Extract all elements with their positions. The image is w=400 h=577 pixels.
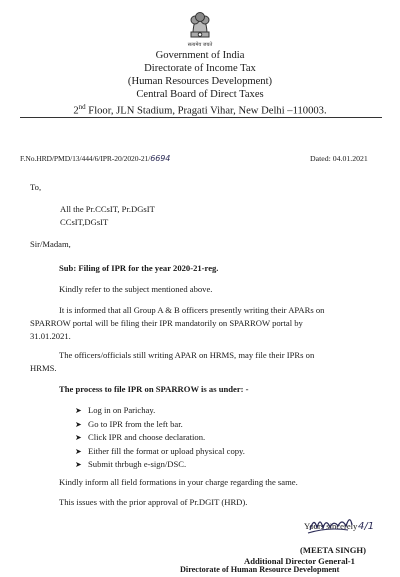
- handwritten-number: 6694: [150, 154, 171, 163]
- process-steps-list: [75, 404, 245, 472]
- addressee-line-2: CCsIT,DGsIT: [60, 217, 109, 227]
- paragraph-2-line-3: 31.01.2021.: [30, 331, 71, 341]
- handwritten-signature: [306, 508, 384, 540]
- arrow-bullet-icon: ➤: [75, 419, 82, 429]
- arrow-bullet-icon: ➤: [75, 460, 82, 470]
- national-emblem-icon: [182, 6, 218, 50]
- list-item: ➤ Log in on Parichay.: [75, 404, 245, 418]
- list-item: ➤ Go to IPR from the left bar.: [75, 418, 245, 432]
- letter-date: Dated: 04.01.2021: [310, 154, 368, 163]
- arrow-bullet-icon: ➤: [75, 433, 82, 443]
- paragraph-1: Kindly refer to the subject mentioned above.: [59, 284, 213, 294]
- list-item: ➤ Submit thrbugh e-sign/DSC.: [75, 458, 245, 472]
- paragraph-2-line-2: SPARROW portal will be filing their IPR mandatorily on SPARROW portal by: [30, 318, 303, 328]
- header-line-1: Government of India: [155, 50, 245, 61]
- paragraph-2-line-1: It is informed that all Group A & B officers presently writing their APARs on: [59, 305, 325, 315]
- svg-text:सत्यमेव जयते: सत्यमेव जयते: [187, 42, 213, 48]
- subject-line: Sub: Filing of IPR for the year 2020-21-reg.: [59, 263, 219, 273]
- addressee-line-1: All the Pr.CCsIT, Pr.DGsIT: [60, 204, 155, 214]
- signatory-designation: Additional Director General-1: [244, 556, 355, 566]
- to-label: To,: [30, 182, 42, 192]
- paragraph-3-line-2: HRMS.: [30, 363, 57, 373]
- file-number: F.No.HRD/PMD/13/444/6/IPR-20/2020-21/6694: [20, 154, 171, 163]
- closing: Yours sincerely: [304, 521, 358, 531]
- header-rule: [20, 117, 382, 118]
- signatory-office: Directorate of Human Resource Development: [180, 565, 340, 574]
- arrow-bullet-icon: ➤: [75, 406, 82, 415]
- svg-text:4/1: 4/1: [358, 521, 375, 532]
- arrow-bullet-icon: ➤: [75, 446, 82, 456]
- salutation: Sir/Madam,: [30, 239, 71, 249]
- list-item: ➤ Click IPR and choose declaration.: [75, 431, 245, 445]
- list-item: ➤ Either fill the format or upload physical copy.: [75, 445, 245, 459]
- paragraph-3-line-1: The officers/officials still writing APAR on HRMS, may file their IPRs on: [59, 350, 315, 360]
- header-line-4: Central Board of Direct Taxes: [136, 89, 264, 100]
- signatory-name: (MEETA SINGH): [300, 545, 366, 555]
- process-heading: The process to file IPR on SPARROW is as under: -: [59, 384, 249, 394]
- paragraph-5: This issues with the prior approval of Pr.DGIT (HRD).: [59, 497, 248, 507]
- header-line-3: (Human Resources Development): [127, 76, 273, 87]
- paragraph-4: Kindly inform all field formations in your charge regarding the same.: [59, 477, 298, 487]
- header-address: 2nd Floor, JLN Stadium, Pragati Vihar, New Delhi –110003.: [73, 103, 327, 117]
- header-line-2: Directorate of Income Tax: [144, 63, 256, 74]
